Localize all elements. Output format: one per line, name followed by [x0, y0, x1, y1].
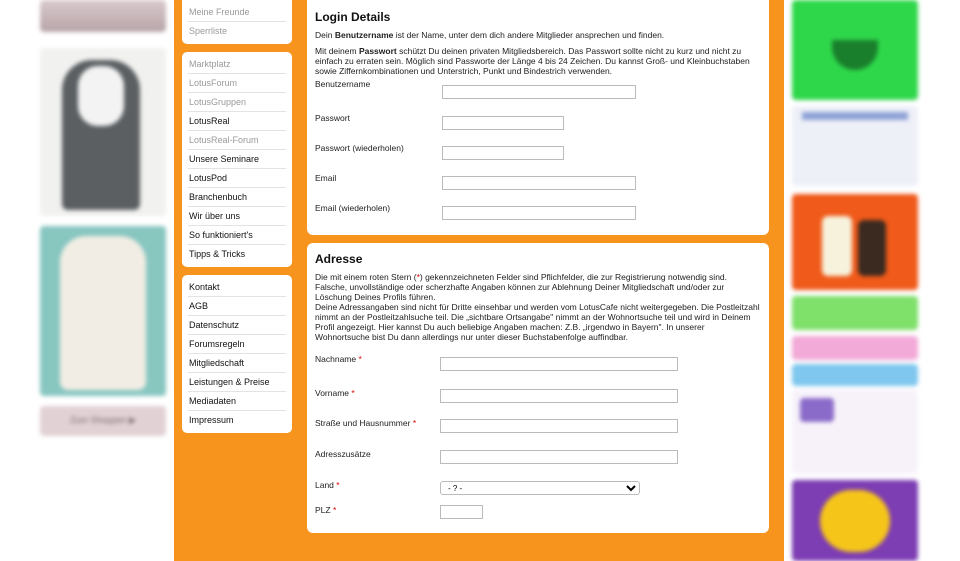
password-row — [315, 113, 761, 143]
zip-input[interactable] — [440, 505, 483, 519]
country-select[interactable] — [440, 481, 640, 495]
street-label-text: Straße und Hausnummer — [315, 418, 411, 428]
sidebar-item-lotusgruppen[interactable]: LotusGruppen — [188, 93, 286, 112]
zip-label-text: PLZ — [315, 505, 331, 515]
firstname-input[interactable] — [440, 389, 678, 403]
ad-sweater-image[interactable] — [40, 226, 166, 396]
street-row — [315, 418, 761, 449]
sidebar-item-tipps-tricks[interactable]: Tipps & Tricks — [189, 249, 246, 259]
username-label: Benutzername — [315, 79, 371, 89]
sidebar-group-community — [182, 52, 292, 267]
ad-bright-green-strip[interactable] — [792, 296, 918, 330]
right-ad-column — [792, 0, 920, 561]
country-label — [315, 480, 340, 490]
sidebar-item-marktplatz[interactable]: Marktplatz — [188, 55, 286, 74]
username-info-bold: Benutzername — [334, 30, 394, 40]
sidebar-item-kontakt[interactable]: Kontakt — [188, 278, 286, 297]
required-info-pre: Die mit einem roten Stern ( — [315, 272, 417, 282]
sidebar-item-lotusreal-forum[interactable]: LotusReal-Forum — [188, 131, 286, 150]
address-privacy-info: Deine Adressangaben sind nicht für Dritte einsehbar und werden vom LotusCafe nicht weitergegeben. Die Postleitzahl nimmt an der Postleitzahlsuche teil. Die „sichtbare Ortsangabe" nimmt an der Wohnortsuche teil und wird in Deinem Profil angezeigt. Hier kannst Du auch beliebige Angaben machen: Z.B. „irgendwo in Bayern". In unserer Wohnortsuche bist Du dann allerdings nur unter dieser Buchstabenfolge auffindbar. — [315, 302, 760, 342]
email-label: Email — [315, 173, 337, 183]
password-repeat-row — [315, 143, 761, 173]
ad-orange-banner[interactable] — [792, 194, 918, 290]
false-data-warning: Falsche, unvollständige oder scherzhafte Angaben können zur Ablehnung Deiner Mitgliedschaft und/oder zur Löschung Deines Profils führen. — [315, 282, 725, 302]
lastname-label-text: Nachname — [315, 354, 357, 364]
ad-light-banner[interactable] — [792, 106, 918, 186]
sidebar-item-agb[interactable]: AGB — [188, 297, 286, 316]
street-input[interactable] — [440, 419, 678, 433]
zip-label — [315, 505, 336, 515]
ad-pink-strip[interactable] — [792, 336, 918, 360]
address-extra-input[interactable] — [440, 450, 678, 464]
zip-required-star: * — [332, 505, 337, 515]
address-extra-row — [315, 449, 761, 480]
sidebar-item-meine-freunde[interactable]: Meine Freunde — [188, 3, 286, 22]
password-label: Passwort — [315, 113, 350, 123]
password-input[interactable] — [442, 116, 564, 130]
country-label-text: Land — [315, 480, 334, 490]
sidebar-item-lotusreal[interactable]: LotusReal — [188, 112, 286, 131]
address-extra-label: Adresszusätze — [315, 449, 371, 459]
email-input[interactable] — [442, 176, 636, 190]
username-row — [315, 79, 761, 113]
firstname-row — [315, 388, 761, 418]
required-fields-info — [315, 272, 761, 282]
login-details-panel — [307, 0, 769, 235]
sidebar-item-so-funktionierts[interactable]: So funktioniert's — [188, 226, 286, 245]
firstname-label-text: Vorname — [315, 388, 350, 398]
sidebar-item-mediadaten[interactable]: Mediadaten — [188, 392, 286, 411]
sidebar-item-leistungen-preise[interactable]: Leistungen & Preise — [188, 373, 286, 392]
login-details-title: Login Details — [315, 10, 391, 24]
password-info — [315, 46, 761, 76]
ad-shop-label: Zum Shoppen ▶ — [70, 415, 136, 425]
left-ad-column — [40, 0, 166, 561]
sidebar — [182, 0, 292, 441]
country-row — [315, 480, 761, 505]
street-label — [315, 418, 416, 428]
sidebar-item-lotuspod[interactable]: LotusPod — [188, 169, 286, 188]
ad-purple-banner[interactable] — [792, 480, 918, 561]
lastname-required-star: * — [358, 354, 362, 364]
content-area — [307, 0, 769, 541]
required-star: * — [416, 272, 420, 282]
address-panel — [307, 243, 769, 533]
ad-banner-top[interactable] — [40, 0, 166, 32]
username-input[interactable] — [442, 85, 636, 99]
username-info — [315, 30, 761, 40]
zip-row — [315, 505, 761, 525]
ad-lavender-banner[interactable] — [792, 390, 918, 474]
sidebar-item-wir-ueber-uns[interactable]: Wir über uns — [188, 207, 286, 226]
email-repeat-input[interactable] — [442, 206, 636, 220]
ad-shop-button[interactable] — [40, 406, 166, 436]
sidebar-item-impressum[interactable]: Impressum — [189, 415, 234, 425]
password-info-pre: Mit deinem — [315, 46, 359, 56]
password-info-bold: Passwort — [358, 46, 397, 56]
sidebar-item-lotusforum[interactable]: LotusForum — [188, 74, 286, 93]
sidebar-item-mitgliedschaft[interactable]: Mitgliedschaft — [188, 354, 286, 373]
firstname-required-star: * — [351, 388, 355, 398]
ad-blue-strip[interactable] — [792, 364, 918, 386]
firstname-label — [315, 388, 355, 398]
username-info-pre: Dein — [315, 30, 335, 40]
sidebar-item-branchenbuch[interactable]: Branchenbuch — [188, 188, 286, 207]
sidebar-group-info — [182, 275, 292, 433]
lastname-row — [315, 354, 761, 388]
ad-coat-image[interactable] — [40, 48, 166, 216]
main-layout — [174, 0, 784, 561]
sidebar-item-datenschutz[interactable]: Datenschutz — [188, 316, 286, 335]
sidebar-item-seminare[interactable]: Unsere Seminare — [188, 150, 286, 169]
email-repeat-label: Email (wiederholen) — [315, 203, 391, 213]
street-required-star: * — [412, 418, 417, 428]
email-row — [315, 173, 761, 203]
password-repeat-label: Passwort (wiederholen) — [315, 143, 404, 153]
email-repeat-row — [315, 203, 761, 227]
lastname-label — [315, 354, 362, 364]
username-info-post: ist der Name, unter dem dich andere Mitglieder ansprechen und finden. — [393, 30, 665, 40]
sidebar-group-friends — [182, 0, 292, 44]
country-required-star: * — [336, 480, 340, 490]
sidebar-item-forumsregeln[interactable]: Forumsregeln — [188, 335, 286, 354]
sidebar-item-sperrliste[interactable]: Sperrliste — [189, 26, 228, 36]
password-repeat-input[interactable] — [442, 146, 564, 160]
ad-green-banner[interactable] — [792, 0, 918, 100]
lastname-input[interactable] — [440, 357, 678, 371]
address-title: Adresse — [315, 252, 363, 266]
required-info-post: ) gekennzeichneten Felder sind Pflichfelder, die zur Registrierung notwendig sind. — [419, 272, 728, 282]
password-info-post: schützt Du deinen privaten Mitgliedsbereich. Das Passwort sollte nicht zu kurz und nicht zu einfach zu erraten sein. Möglich sind Passworte der Länge 4 bis 24 Zeichen. Du kannst Groß- und Kleinbuchstaben sowie Ziffernkombinationen und Unterstrich, Punkt und Bindestrich verwenden. — [315, 46, 750, 76]
